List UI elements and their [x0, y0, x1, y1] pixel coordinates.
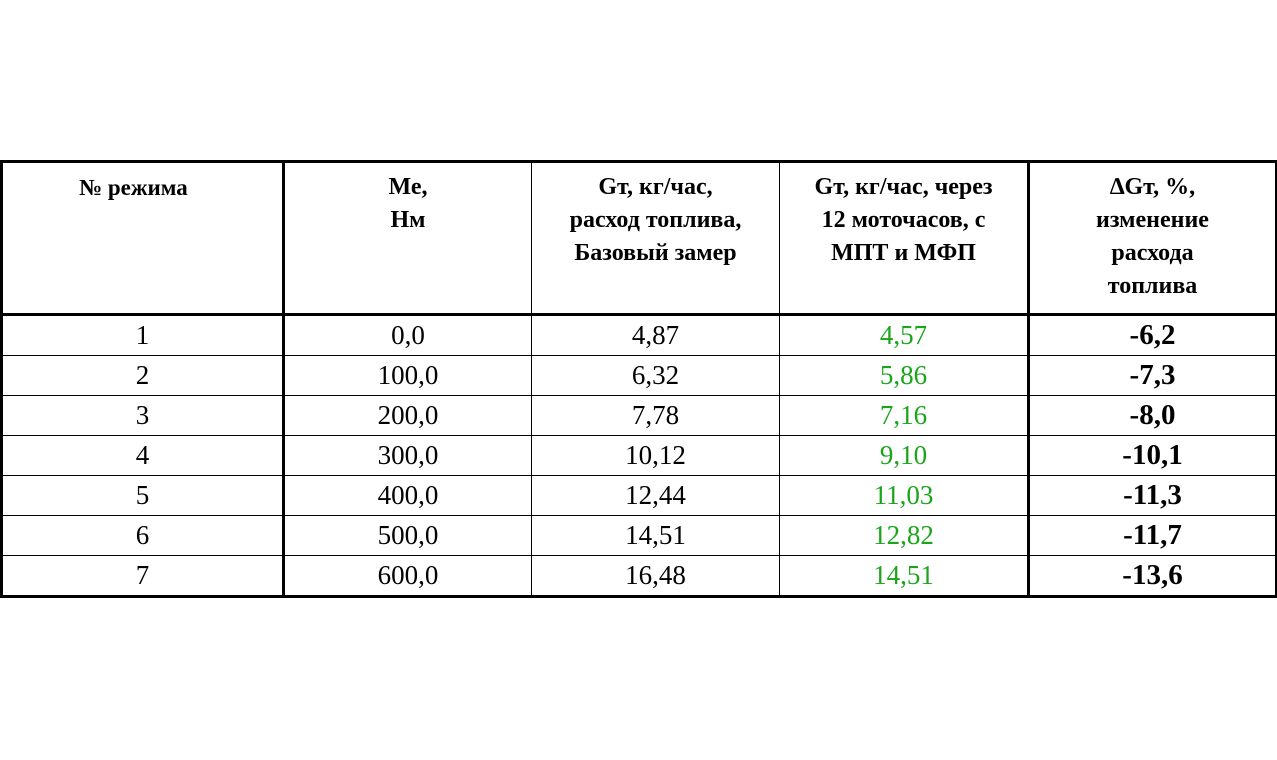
cell-fuel-base: 14,51: [532, 516, 780, 556]
cell-mode: 5: [2, 476, 284, 516]
cell-fuel-base: 12,44: [532, 476, 780, 516]
header-row: [2, 162, 1277, 315]
cell-fuel-base: 6,32: [532, 356, 780, 396]
cell-mode: 7: [2, 556, 284, 597]
table-row: [2, 556, 1277, 597]
fuel-consumption-table-wrapper: [0, 160, 1277, 600]
cell-mode: 4: [2, 436, 284, 476]
cell-torque: 0,0: [284, 315, 532, 356]
cell-fuel-base: 4,87: [532, 315, 780, 356]
cell-torque: 400,0: [284, 476, 532, 516]
cell-fuel-change: -13,6: [1029, 556, 1277, 597]
cell-fuel-base: 7,78: [532, 396, 780, 436]
cell-mode: 6: [2, 516, 284, 556]
header-fuel-base: Gт, кг/час, расход топлива, Базовый замер: [532, 162, 780, 315]
table-row: [2, 315, 1277, 356]
cell-fuel-after: 4,57: [780, 315, 1029, 356]
cell-fuel-base: 10,12: [532, 436, 780, 476]
cell-torque: 200,0: [284, 396, 532, 436]
cell-mode: 1: [2, 315, 284, 356]
header-torque: Ме, Нм: [284, 162, 532, 315]
cell-fuel-change: -11,3: [1029, 476, 1277, 516]
cell-torque: 300,0: [284, 436, 532, 476]
cell-fuel-after: 14,51: [780, 556, 1029, 597]
cell-fuel-change: -6,2: [1029, 315, 1277, 356]
cell-fuel-change: -7,3: [1029, 356, 1277, 396]
cell-torque: 600,0: [284, 556, 532, 597]
header-mode-number: № режима: [2, 162, 284, 315]
cell-fuel-after: 7,16: [780, 396, 1029, 436]
header-fuel-change-percent: ∆Gт, %, изменение расхода топлива: [1029, 162, 1277, 315]
cell-torque: 500,0: [284, 516, 532, 556]
header-fuel-after-12h: Gт, кг/час, через 12 моточасов, с МПТ и МФП: [780, 162, 1029, 315]
cell-mode: 3: [2, 396, 284, 436]
table-row: [2, 436, 1277, 476]
cell-torque: 100,0: [284, 356, 532, 396]
cell-fuel-after: 9,10: [780, 436, 1029, 476]
cell-mode: 2: [2, 356, 284, 396]
table-row: [2, 516, 1277, 556]
cell-fuel-after: 11,03: [780, 476, 1029, 516]
cell-fuel-change: -10,1: [1029, 436, 1277, 476]
fuel-consumption-table: [0, 160, 1277, 598]
table-row: [2, 356, 1277, 396]
table-row: [2, 476, 1277, 516]
cell-fuel-change: -11,7: [1029, 516, 1277, 556]
cell-fuel-after: 5,86: [780, 356, 1029, 396]
cell-fuel-change: -8,0: [1029, 396, 1277, 436]
cell-fuel-after: 12,82: [780, 516, 1029, 556]
cell-fuel-base: 16,48: [532, 556, 780, 597]
table-row: [2, 396, 1277, 436]
